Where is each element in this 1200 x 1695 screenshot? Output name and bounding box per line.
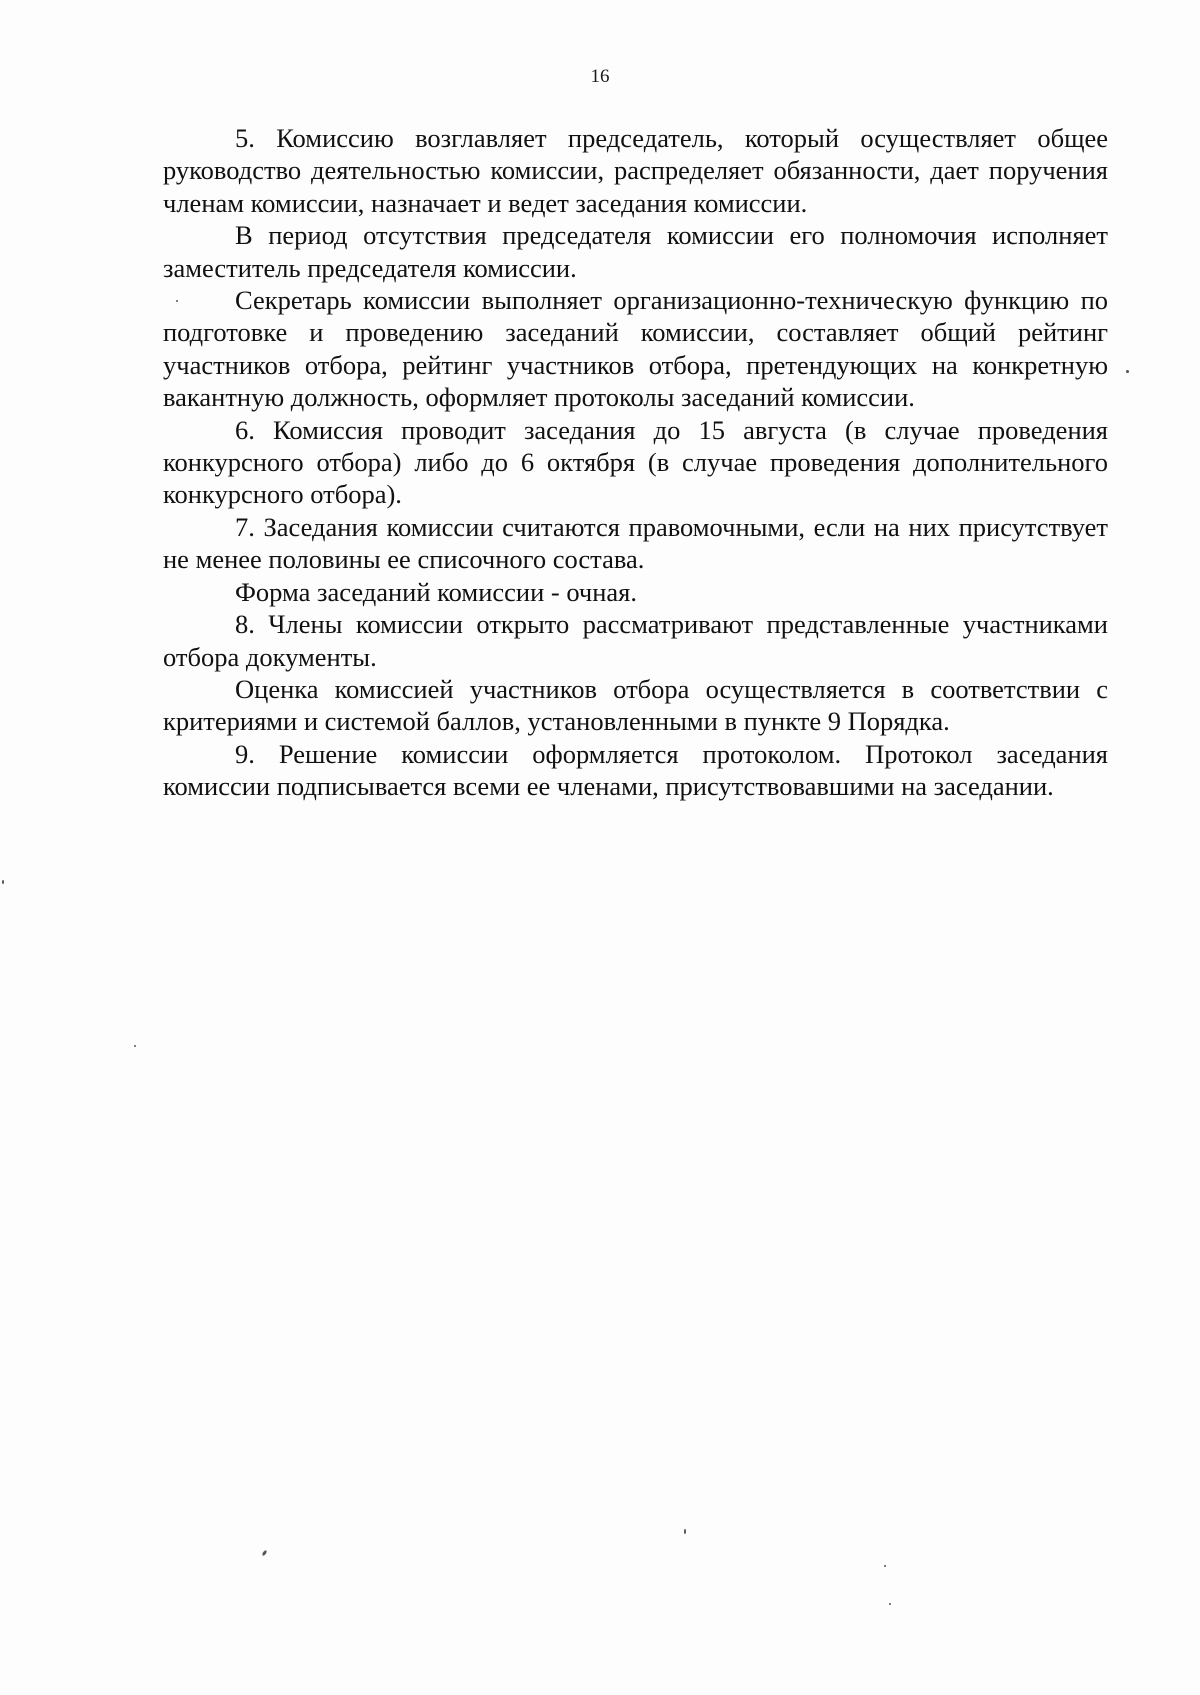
scan-speck bbox=[1126, 370, 1129, 373]
paragraph-deputy: В период отсутствия председателя комиссии его полномочия исполняет заместитель председателя комиссии. bbox=[163, 220, 1108, 283]
paragraph-evaluation: Оценка комиссией участников отбора осуществляется в соответствии с критериями и системой баллов, установленными в пункте 9 Порядка. bbox=[163, 673, 1108, 737]
document-body bbox=[163, 122, 1108, 803]
paragraph-meeting-dates: 6. Комиссия проводит заседания до 15 августа (в случае проведения конкурсного отбора) либо до 6 октября (в случае проведения дополнительного конкурсного отбора). bbox=[163, 414, 1108, 510]
paragraph-protocol: 9. Решение комиссии оформляется протоколом. Протокол заседания комиссии подписывается всеми ее членами, присутствовавшими на заседании. bbox=[163, 738, 1108, 802]
scan-speck bbox=[884, 1565, 886, 1567]
paragraph-documents-review: 8. Члены комиссии открыто рассматривают представленные участниками отбора документы. bbox=[163, 609, 1108, 672]
scan-speck bbox=[176, 300, 178, 302]
paragraph-meeting-form: Форма заседаний комиссии - очная. bbox=[235, 576, 637, 607]
scan-speck bbox=[134, 1045, 136, 1047]
scan-speck bbox=[684, 1529, 686, 1534]
scan-speck bbox=[2, 880, 4, 884]
paragraph-quorum: 7. Заседания комиссии считаются правомочными, если на них присутствует не менее половины ее списочного состава. bbox=[163, 511, 1108, 575]
paragraph-chairman: 5. Комиссию возглавляет председатель, который осуществляет общее руководство деятельностью комиссии, распределяет обязанности, дает поручения членам комиссии, назначает и ведет заседания комиссии. bbox=[163, 123, 1108, 218]
scan-speck bbox=[889, 1603, 891, 1605]
paragraph-secretary: Секретарь комиссии выполняет организационно-техническую функцию по подготовке и проведению заседаний комиссии, составляет общий рейтинг участников отбора, рейтинг участников отбора, претендующих на конкретную вакантную должность, оформляет протоколы заседаний комиссии. bbox=[163, 285, 1108, 413]
scan-speck bbox=[262, 1550, 268, 1557]
page-number: 16 bbox=[590, 66, 610, 87]
